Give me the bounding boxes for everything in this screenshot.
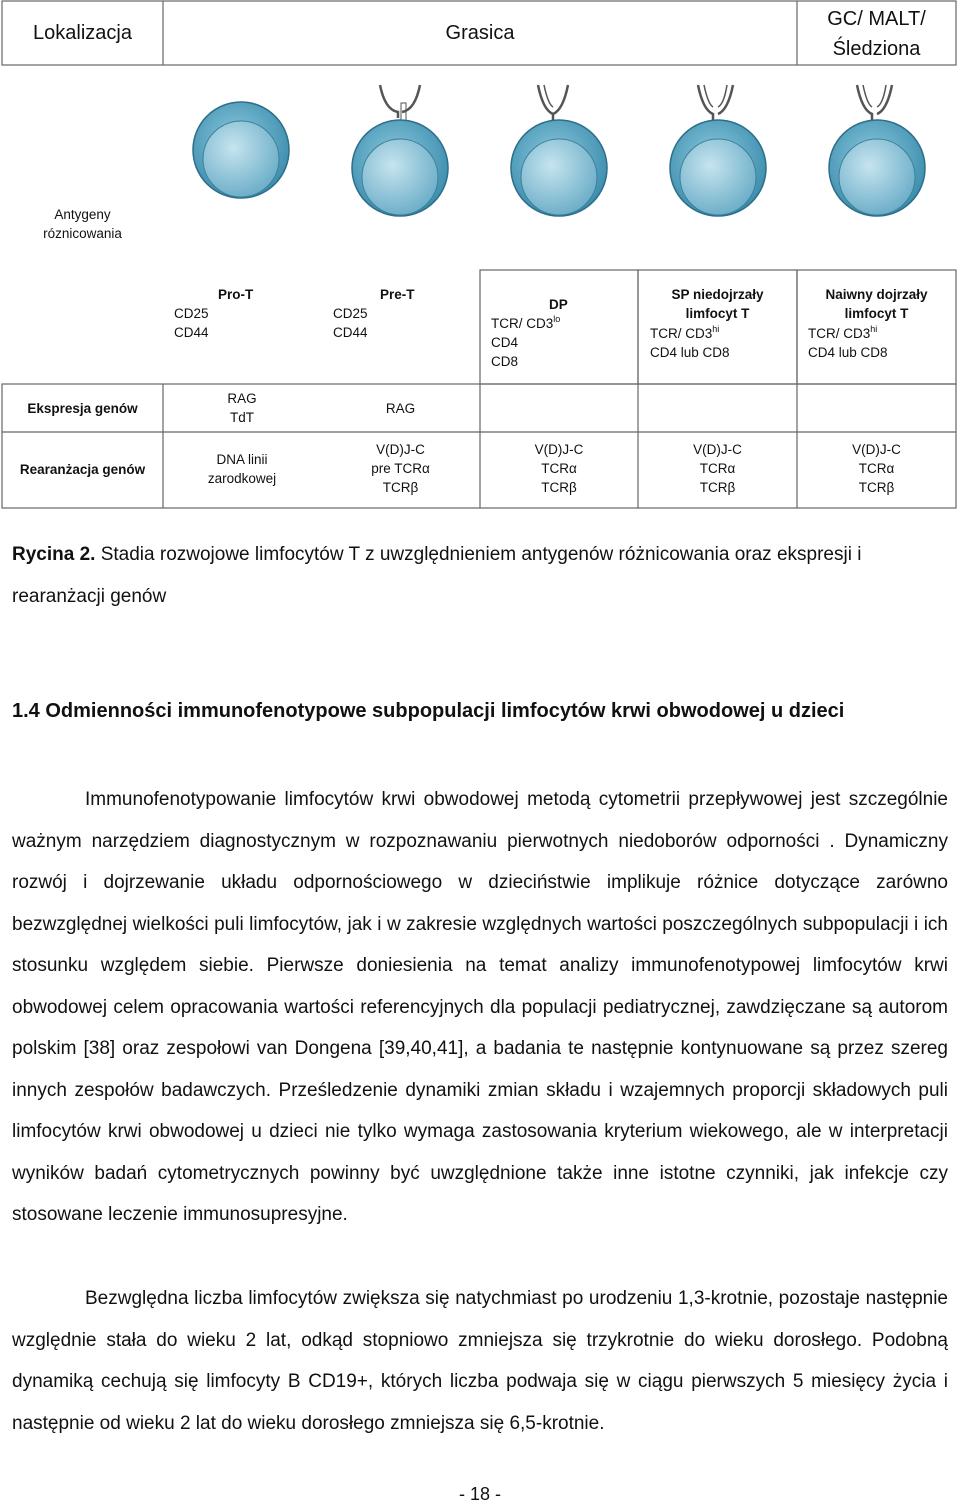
caption-text: Stadia rozwojowe limfocytów T z uwzględnieniem antygenów różnicowania oraz ekspresji i rearanżacji genów (12, 544, 862, 607)
rearrangement-item: V(D)J-C (693, 442, 742, 457)
stage-dp-markers (491, 314, 560, 371)
rearrangement-sp (638, 440, 797, 497)
marker-sup: hi (870, 324, 878, 334)
stage-pre-t-markers (333, 304, 368, 342)
marker: CD4 lub CD8 (808, 345, 888, 360)
rearrangement-item: V(D)J-C (534, 442, 584, 457)
header-periphery-line1: GC/ MALT/ (827, 8, 926, 30)
figure-caption (12, 534, 948, 618)
cell-pro-t (193, 102, 289, 198)
rearrangement-pre-t (321, 440, 480, 497)
rearrangement-item: TCRα (541, 461, 577, 476)
row-label-rearrangement: Rearanżacja genów (19, 462, 146, 477)
row-label-antigens-line2: róznicowania (43, 226, 122, 241)
stage-pre-t-name: Pre-T (380, 287, 415, 302)
paragraph-2: Bezwględna liczba limfocytów zwiększa się natychmiast po urodzeniu 1,3-krotnie, pozostaje następnie względnie stała do wieku 2 lat, odkąd stopniowo zmniejsza się trzykrotnie do wieku dorosłego. Podobną dynamiką cechują się limfocyty B CD19+, których liczba podwaja się w ciągu pierwszych 5 miesięcy życia i następnie od wieku 2 lat do wieku dorosłego zmniejsza się 6,5-krotnie. (12, 1288, 948, 1434)
marker-sup: lo (553, 314, 561, 324)
rearrangement-item: V(D)J-C (376, 442, 425, 457)
page-number: - 18 - (458, 1484, 501, 1504)
rearrangement-item: TCRα (699, 461, 736, 476)
stage-naive-name-line2: limfocyt T (844, 306, 909, 321)
stage-naive-markers (808, 324, 888, 362)
rearrangement-item: TCRβ (541, 480, 577, 495)
expression-item: TdT (229, 410, 254, 425)
row-label-antigens (2, 205, 163, 243)
marker: CD4 lub CD8 (650, 345, 730, 360)
rearrangement-item: TCRβ (382, 480, 419, 495)
header-periphery-line2: Śledziona (832, 38, 921, 60)
row-label-antigens-line1: Antygeny (54, 207, 111, 222)
figure-t-cell-stages (0, 0, 960, 510)
rearrangement-item: V(D)J-C (852, 442, 901, 457)
cell-pre-t (352, 85, 448, 216)
figure-grid (0, 0, 960, 510)
rearrangement-dp (480, 440, 638, 497)
marker: CD44 (333, 325, 368, 340)
rearrangement-item: zarodkowej (207, 471, 277, 486)
marker: TCR/ CD3 (808, 326, 871, 341)
marker: TCR/ CD3 (491, 316, 554, 331)
marker: CD44 (174, 325, 209, 340)
stage-dp-name: DP (549, 297, 568, 312)
marker: CD8 (491, 354, 519, 369)
cell-sp-immature (670, 85, 766, 216)
rearrangement-item: TCRβ (699, 480, 736, 495)
caption-label: Rycina 2. (12, 544, 96, 565)
cell-dp (511, 85, 607, 216)
header-location: Lokalizacja (33, 22, 132, 44)
marker: TCR/ CD3 (650, 326, 713, 341)
rearrangement-naive (797, 440, 956, 497)
rearrangement-pro-t (163, 450, 321, 488)
rearrangement-item: pre TCRα (371, 461, 430, 476)
stage-naive-name-line1: Naiwny dojrzały (825, 287, 928, 302)
expression-item: RAG (227, 391, 257, 406)
marker: CD4 (491, 335, 519, 350)
paragraph-1: Immunofenotypowanie limfocytów krwi obwodowej metodą cytometrii przepływowej jest szczególnie ważnym narzędziem diagnostycznym w rozpoznawaniu pierwotnych niedoborów odporności . Dynamiczny rozwój i dojrzewanie układu odpornościowego w dzieciństwie implikuje różnice dotyczące zarówno bezwzględnej wielkości puli limfocytów, jak i w zakresie względnych wartości poszczególnych subpopulacji i ich stosunku względem siebie. Pierwsze doniesienia na temat analizy immunofenotypowej limfocytów krwi obwodowej celem opracowania wartości referencyjnych dla populacji pediatrycznej, zawdzięczane są autorom polskim [38] oraz zespołowi van Dongena [39,40,41], a badania te następnie kontynuowane są przez szereg innych zespołów badawczych. Prześledzenie dynamiki zmian składu i wzajemnych proporcji składowych puli limfocytów krwi obwodowej u dzieci nie tylko wymaga zastosowania kryterium wiekowego, ale w interpretacji wyników badań cytometrycznych powinny być uwzględnione także inne istotne czynniki, jak infekcje czy stosowane leczenie immunosupresyjne. (12, 789, 948, 1225)
header-thymus: Grasica (445, 22, 515, 44)
stage-sp-markers (650, 324, 730, 362)
section-heading: 1.4 Odmienności immunofenotypowe subpopulacji limfocytów krwi obwodowej u dzieci (12, 700, 845, 722)
cell-naive-mature (829, 85, 925, 216)
expression-pre-t: RAG (385, 401, 416, 416)
stage-sp-name (638, 285, 797, 323)
stage-pro-t-name: Pro-T (218, 287, 254, 302)
rearrangement-item: TCRα (858, 461, 895, 476)
marker: CD25 (333, 306, 368, 321)
rearrangement-item: DNA linii (216, 452, 268, 467)
marker: CD25 (174, 306, 209, 321)
rearrangement-item: TCRβ (858, 480, 895, 495)
row-label-expression: Ekspresja genów (27, 401, 138, 416)
stage-sp-name-line2: limfocyt T (685, 306, 750, 321)
expression-pro-t (163, 389, 321, 427)
stage-sp-name-line1: SP niedojrzały (671, 287, 764, 302)
marker-sup: hi (712, 324, 720, 334)
stage-naive-name (797, 285, 956, 323)
stage-pro-t-markers (174, 304, 209, 342)
